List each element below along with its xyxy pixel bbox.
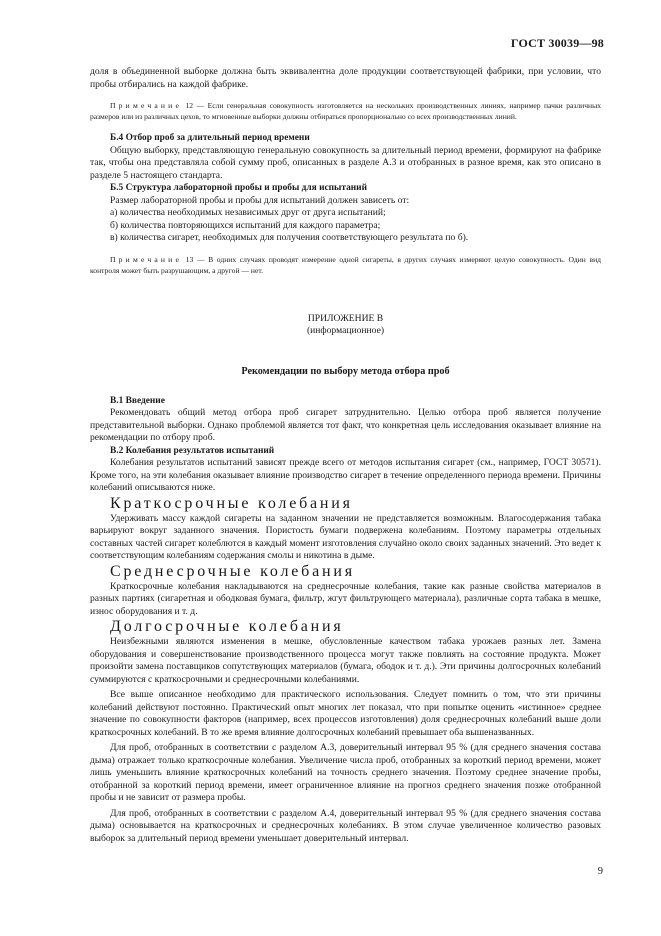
paragraph-top: доля в объединенной выборке должна быть эквивалентна доле продукции соответствующей фабрики, при условии, что пробы отбирались на каждой фабрике. bbox=[90, 66, 601, 90]
note-text: 13 — В одних случаях проводят измерение одной сигареты, в других случаях измеряют целую совокупность. Один вид контроля может быть разрушающим, а другой — нет. bbox=[90, 254, 601, 275]
short-term-heading: Краткосрочные колебания bbox=[110, 494, 353, 512]
mid-term-text: Краткосрочные колебания накладываются на среднесрочные колебания, такие как разные свойства материалов в разных партиях (сигаретная и ободковая бумага, фильтр, жгут фильтрующего материала), различные сорта табака в мешке, износ оборудования и т. д. bbox=[90, 580, 601, 617]
paragraph-a3: Для проб, отобранных в соответствии с разделом А.3, доверительный интервал 95 % (для среднего значения состава дыма) отражает только краткосрочные колебания. Увеличение числа проб, отобранных за короткий период времени, может лишь уменьшить влияние краткосрочных колебаний на точность среднего значения. Поэтому среднее значение пробы, отобранной за короткий период времени, имеет ограниченное влияние на прогноз среднего значения позже отобранной пробы и не зависит от размера пробы. bbox=[90, 742, 601, 803]
section-v1-heading: В.1 Введение bbox=[110, 395, 165, 406]
mid-term-heading: Среднесрочные колебания bbox=[110, 562, 355, 580]
note-12 bbox=[90, 100, 601, 122]
list-item: а) количества необходимых независимых друг от друга испытаний; bbox=[110, 207, 386, 218]
section-b5-heading: Б.5 Структура лабораторной пробы и пробы для испытаний bbox=[110, 183, 367, 193]
paragraph-a4: Для проб, отобранных в соответствии с разделом А.4, доверительный интервал 95 % (для среднего значения состава дыма) основывается на краткосрочных и среднесрочных колебаниях. В этом случае увеличенное количество разовых выборок за длительный период времени уменьшает доверительный интервал. bbox=[90, 807, 601, 844]
paragraph-all: Все выше описанное необходимо для практического использования. Следует помнить о том, что эти причины колебаний действуют постоянно. Практический опыт многих лет показал, что при попытке оценить «истинное» среднее значение по совокупности факторов (например, всех процессов изготовления) доля среднесрочных колебаний выше доли краткосрочных колебаний. В то же время влияние долгосрочных колебаний превышает оба вышеназванных. bbox=[90, 689, 601, 738]
section-v2-text: Колебания результатов испытаний зависят прежде всего от методов испытания сигарет (см., например, ГОСТ 30571). Кроме того, на эти колебания оказывает влияние производство сигарет в течение определенного периода времени. Причины колебаний описываются ниже. bbox=[90, 457, 601, 493]
note-label: Примечание bbox=[110, 254, 183, 264]
appendix-title: ПРИЛОЖЕНИЕ В bbox=[307, 312, 384, 324]
section-b4-text: Общую выборку, представляющую генеральную совокупность за длительный период времени, формируют на фабрике так, чтобы она представляла собой сумму проб, описанных в разделе А.3 и отобранных в разное время, как это описано в разделе 5 настоящего стандарта. bbox=[90, 144, 601, 181]
standard-header: ГОСТ 30039—98 bbox=[510, 36, 604, 50]
section-b4-heading: Б.4 Отбор проб за длительный период времени bbox=[110, 133, 310, 143]
page-number: 9 bbox=[597, 866, 603, 877]
appendix-subtitle: (информационное) bbox=[306, 325, 385, 336]
short-term-text: Удерживать массу каждой сигареты на заданном значении не представляется возможным. Влагосодержания табака варьируют вокруг заданного значения. Пористость бумаги подвержена колебаниям. Поэтому параметры отдельных составных частей сигарет колеблются в каждый момент изготовления случайно около своих заданных значений. Это ведет к соответствующим колебаниям содержания смолы и никотина в дыме. bbox=[90, 512, 601, 561]
main-title: Рекомендации по выбору метода отбора проб bbox=[241, 365, 450, 377]
section-v1-text: Рекомендовать общий метод отбора проб сигарет затруднительно. Целью отбора проб является получение представительной выборки. Однако проблемой является тот факт, что конкретная цель исследования оказывает влияние на рекомендации по отбору проб. bbox=[90, 407, 601, 443]
note-label: Примечание bbox=[110, 101, 183, 110]
list-item: в) количества сигарет, необходимых для получения соответствующего результата по б). bbox=[110, 232, 469, 243]
section-b5-text: Размер лабораторной пробы и пробы для испытаний должен зависеть от: bbox=[110, 194, 410, 206]
long-term-heading: Долгосрочные колебания bbox=[110, 618, 344, 635]
list-item: б) количества повторяющихся испытаний для каждого параметра; bbox=[110, 219, 381, 231]
note-13 bbox=[90, 254, 601, 276]
note-text: 12 — Если генеральная совокупность изготовляется на нескольких производственных линиях, например пачки различных размеров или из различных цехов, то мгновенные выборки должны отбираться пропорционально со всех производственных линий. bbox=[90, 101, 602, 121]
document-body bbox=[90, 66, 601, 845]
section-v2-heading: В.2 Колебания результатов испытаний bbox=[110, 445, 275, 456]
long-term-text: Неизбежными являются изменения в мешке, обусловленные качеством табака урожаев разных лет. Замена оборудования и совершенствование производственного процесса могут также повлиять на состояние продукта. Может произойти замена поставщиков сопутствующих материалов (бумага, ободок и т. д.). Эти причины долгосрочных колебаний суммируются с краткосрочными и среднесрочными колебаниями. bbox=[90, 636, 601, 685]
